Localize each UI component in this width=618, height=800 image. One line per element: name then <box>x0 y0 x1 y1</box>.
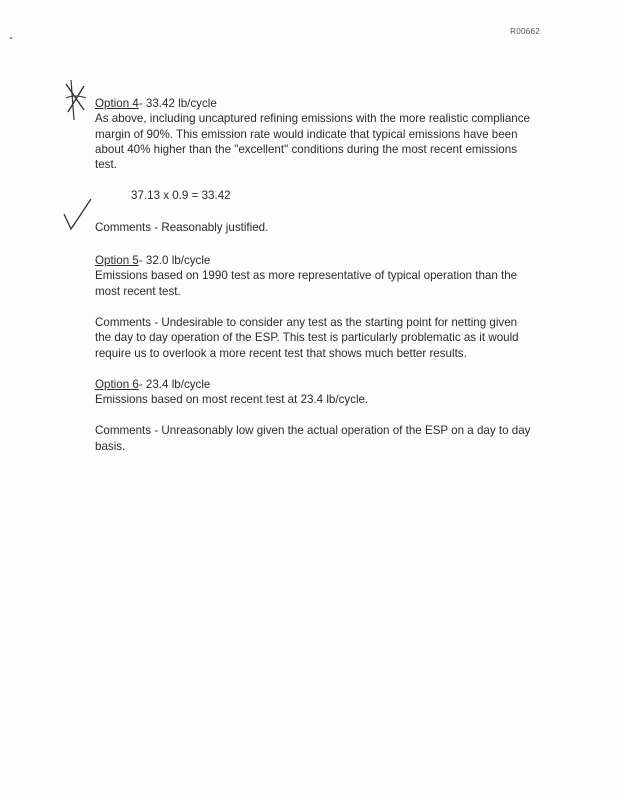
handwritten-check-mark <box>62 198 94 232</box>
option-5-body: Emissions based on 1990 test as more representative of typical operation than the most recent test. <box>95 269 518 298</box>
option-4-section <box>95 96 535 172</box>
option-4-comment: Comments - Reasonably justified. <box>95 220 269 234</box>
option-6-section <box>95 377 535 408</box>
option-5-value: - 32.0 lb/cycle <box>138 254 211 268</box>
option-6-value: - 23.4 lb/cycle <box>138 377 211 391</box>
option-5-heading <box>95 253 535 268</box>
option-4-body: As above, including uncaptured refining emissions with the more realistic compliance margin of 90%. This emission rate would indicate that typical emissions have been about 40% higher than the "excellent" conditions during the most recent emissions test. <box>95 112 530 172</box>
option-5-section <box>95 253 535 299</box>
option-4-value: - 33.42 lb/cycle <box>138 97 217 110</box>
option-6-label: Option 6 <box>95 377 139 391</box>
handwritten-strike-mark <box>60 80 90 122</box>
option-6-body: Emissions based on most recent test at 23.4 lb/cycle. <box>95 393 369 407</box>
document-body <box>95 96 535 454</box>
option-6-comment: Comments - Unreasonably low given the actual operation of the ESP on a day to day basis. <box>95 424 531 453</box>
page-id: R00662 <box>510 27 540 36</box>
option-4-formula: 37.13 x 0.9 = 33.42 <box>131 189 231 203</box>
option-6-heading <box>95 377 535 392</box>
option-5-comment: Comments - Undesirable to consider any test as the starting point for netting given the day to day operation of the ESP. This test is particularly problematic as it would require us to overlook a more recent test that shows much better results. <box>95 315 519 360</box>
scan-speck <box>10 37 12 39</box>
option-5-label: Option 5 <box>95 254 139 268</box>
option-4-label: Option 4 <box>95 97 139 110</box>
option-4-heading <box>95 96 535 111</box>
